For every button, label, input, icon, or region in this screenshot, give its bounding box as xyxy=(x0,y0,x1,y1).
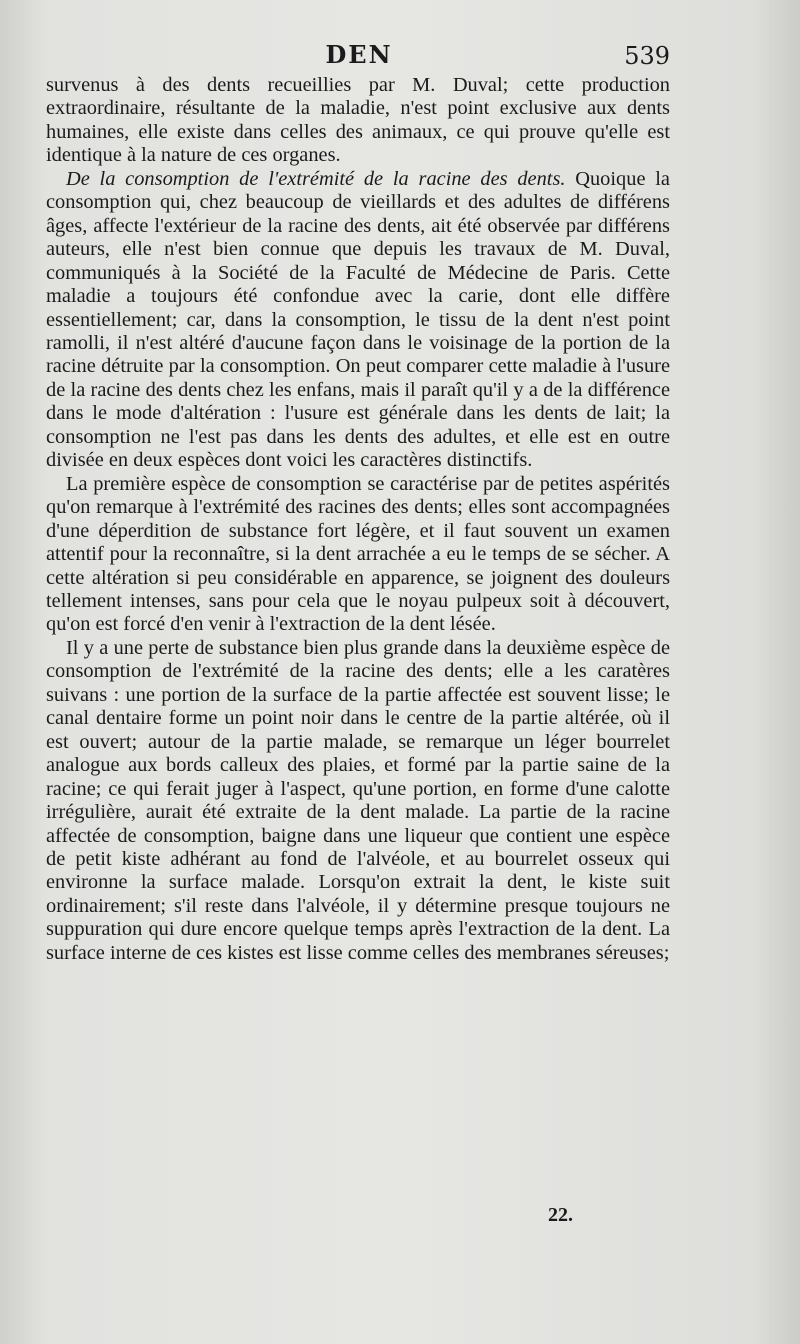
section-paragraph xyxy=(46,168,670,473)
body-text xyxy=(46,74,670,965)
paragraph-continued: survenus à des dents recueillies par M. Duval; cette production extraordinaire, résultante de la maladie, n'est point exclusive aux dents humaines, elle existe dans celles des animaux, ce qui prouve qu'elle est identique à la nature de ces organes. xyxy=(46,74,670,167)
section-heading: De la consomption de l'extrémité de la racine des dents. xyxy=(66,167,566,190)
signature-mark: 22. xyxy=(548,1204,573,1226)
page-number: 539 xyxy=(624,42,670,70)
running-head: DEN xyxy=(325,40,393,69)
paragraph-second-species: Il y a une perte de substance bien plus grande dans la deuxième espèce de consomption de l'extrémité de la racine des dents; elle a les caratères suivans : une portion de la surface de la partie affectée est souvent lisse; le canal dentaire forme un point noir dans le centre de la partie altérée, où il est ouvert; autour de la partie malade, se remarque un léger bourrelet analogue aux bords calleux des plaies, et formé par la partie saine de la racine; ce qui ferait juger à l'aspect, qu'une portion, en forme d'une calotte irrégulière, aurait été extraite de la dent malade. La partie de la racine affectée de consomption, baigne dans une liqueur que contient une espèce de petit kiste adhérant au fond de l'alvéole, et au bourrelet osseux qui environne la surface malade. Lorsqu'on extrait la dent, le kiste suit ordinairement; s'il reste dans l'alvéole, il y détermine presque toujours ne suppuration qui dure encore quelque temps après l'extraction de la dent. La surface interne de ces kistes est lisse comme celles des membranes séreuses; xyxy=(46,636,670,964)
page-header xyxy=(48,40,670,76)
section-body: Quoique la consomption qui, chez beaucoup de vieillards et des adultes de différens âges, affecte l'extérieur de la racine des dents, ait été observée par différens auteurs, elle n'est bien connue que depuis les travaux de M. Duval, communiqués à la Société de la Faculté de Médecine de Paris. Cette maladie a toujours été confondue avec la carie, dont elle diffère essentiellement; car, dans la consomption, le tissu de la dent n'est point ramolli, il n'est altéré d'aucune façon dans le voisinage de la portion de la racine détruite par la consomption. On peut comparer cette maladie à l'usure de la racine des dents chez les enfans, mais il paraît qu'il y a de la différence dans le mode d'altération : l'usure est générale dans les dents de lait; la consomption ne l'est pas dans les dents des adultes, et elle est en outre divisée en deux espèces dont voici les caractères distinctifs. xyxy=(46,167,670,472)
paragraph-first-species: La première espèce de consomption se caractérise par de petites aspérités qu'on remarque à l'extrémité des racines des dents; elles sont accompagnées d'une déperdition de substance fort légère, et il faut souvent un examen attentif pour la reconnaître, si la dent arrachée a eu le temps de se sécher. A cette altération si peu considérable en apparence, se joignent des douleurs tellement intenses, sans pour cela que le noyau pulpeux soit à découvert, qu'on est forcé d'en venir à l'extraction de la dent lésée. xyxy=(46,472,670,636)
